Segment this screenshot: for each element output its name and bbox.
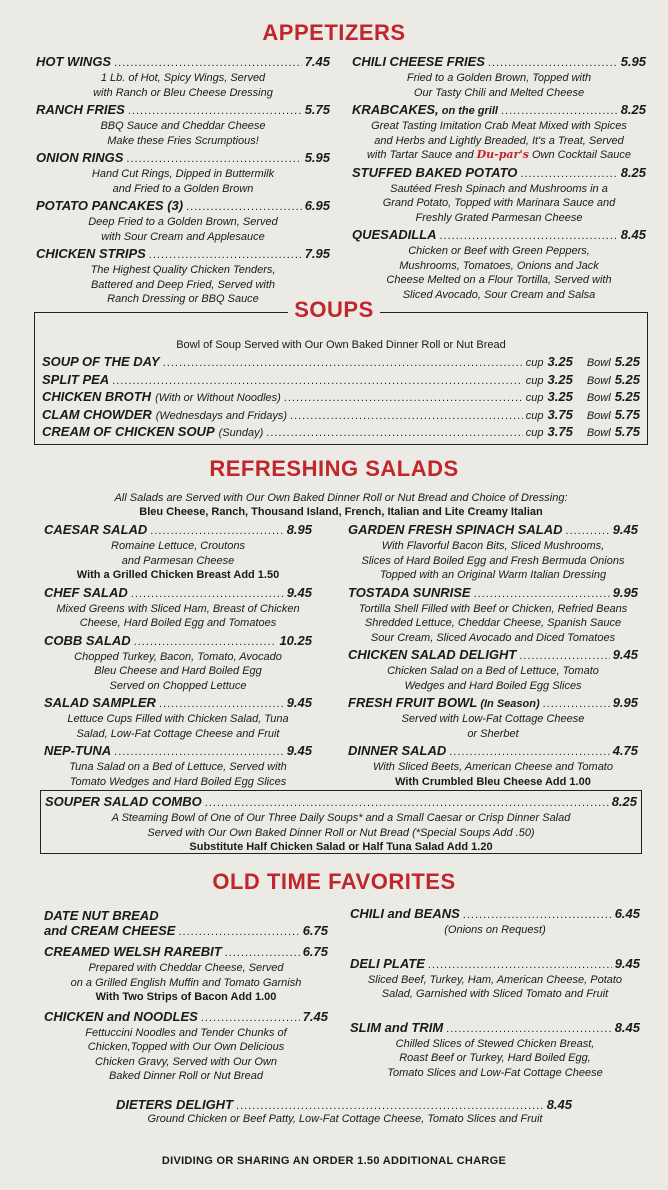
menu-item [352, 54, 646, 100]
soups-note: Bowl of Soup Served with Our Own Baked Dinner Roll or Nut Bread [176, 339, 506, 351]
menu-item-name: RANCH FRIES [36, 102, 125, 117]
dupars-brand: Du-par's [476, 148, 529, 161]
menu-item-extra: With Crumbled Bleu Cheese Add 1.00 [395, 775, 591, 788]
menu-item-desc: Sliced Avocado, Sour Cream and Salsa [402, 288, 596, 301]
menu-item-desc: Ranch Dressing or BBQ Sauce [107, 293, 259, 305]
soup-dots [266, 424, 523, 442]
soup-bowl-label: Bowl [586, 392, 611, 404]
menu-item-name-wrap [350, 956, 425, 971]
dieters-price: 8.45 [546, 1097, 572, 1112]
menu-item-name-wrap [352, 102, 498, 119]
dieters-name: DIETERS DELIGHT [116, 1097, 234, 1112]
soup-cup-price: 3.25 [547, 371, 573, 387]
menu-item-desc: Fettuccini Noodles and Tender Chunks of [85, 1026, 287, 1039]
soup-row [42, 354, 640, 372]
menu-item-price: 10.25 [279, 632, 312, 648]
menu-item-desc: Freshly Grated Parmesan Cheese [415, 211, 583, 224]
menu-item-name-wrap [348, 585, 471, 600]
salads-title: REFRESHING SALADS [209, 456, 459, 481]
menu-item-price: 9.45 [614, 955, 640, 971]
menu-item-line [348, 743, 638, 760]
menu-item-dots [134, 633, 277, 650]
menu-item-name-note: on the grill [438, 105, 498, 117]
menu-item [44, 908, 328, 940]
menu-item-desc: Chicken Salad on a Bed of Lettuce, Tomato [387, 665, 599, 677]
menu-item-name-wrap [44, 695, 156, 710]
menu-item-desc: Wedges and Hard Boiled Egg Slices [404, 679, 582, 692]
combo-price: 8.25 [611, 794, 637, 809]
soup-dots [284, 389, 523, 407]
menu-item-line [44, 1009, 328, 1026]
soup-cup-label: cup [525, 427, 544, 439]
soup-name: SOUP OF THE DAY [42, 354, 160, 369]
menu-item-price: 5.95 [304, 150, 330, 165]
menu-item-name: CHICKEN SALAD DELIGHT [348, 647, 517, 662]
menu-item-dots [131, 585, 284, 602]
menu-item-desc: Salad, Garnished with Sliced Tomato and Fruit [381, 988, 609, 1000]
menu-item-line [44, 923, 328, 940]
menu-item-name-wrap [348, 522, 563, 537]
combo-dots [205, 794, 609, 811]
menu-item [44, 743, 312, 789]
menu-item-desc: Chopped Turkey, Bacon, Tomato, Avocado [74, 650, 282, 663]
menu-item-desc: With Sliced Beets, American Cheese and Tomato [373, 761, 613, 773]
menu-item [352, 102, 646, 163]
menu-item-desc: Great Tasting Imitation Crab Meat Mixed with Spices [371, 120, 627, 132]
menu-item [348, 695, 638, 741]
menu-item-desc: Chilled Slices of Stewed Chicken Breast, [395, 1037, 595, 1050]
menu-item-line [44, 944, 328, 961]
menu-item [36, 54, 330, 100]
menu-item-desc: Roast Beef or Turkey, Hard Boiled Egg, [399, 1052, 591, 1064]
menu-item [350, 906, 640, 938]
combo-name: SOUPER SALAD COMBO [45, 794, 202, 809]
soup-cup-price: 3.25 [547, 389, 573, 404]
menu-item [36, 102, 330, 148]
soup-note: (Wednesdays and Fridays) [155, 409, 288, 422]
soup-cup-price: 3.75 [547, 406, 573, 422]
menu-item-name: POTATO PANCAKES (3) [36, 198, 184, 213]
menu-item-price: 5.75 [304, 102, 330, 117]
menu-item-line [36, 54, 330, 71]
menu-item-line [352, 102, 646, 119]
menu-item-pre-name: DATE NUT BREAD [44, 908, 159, 923]
soup-note: (Sunday) [218, 427, 264, 439]
soup-bowl-price: 5.25 [614, 354, 640, 369]
menu-item-dots [474, 585, 610, 602]
menu-item-desc: Prepared with Cheddar Cheese, Served [88, 962, 284, 974]
menu-item-desc: Tomato Slices and Low-Fat Cottage Cheese [387, 1066, 603, 1079]
menu-item-name-wrap [44, 522, 147, 537]
menu-item [348, 647, 638, 693]
menu-item-desc: Battered and Deep Fried, Served with [90, 278, 276, 291]
menu-item-dots [501, 102, 618, 119]
favorites-left-column [44, 908, 328, 1084]
menu-item-line [44, 743, 312, 760]
menu-item-desc: Hand Cut Rings, Dipped in Buttermilk [91, 168, 275, 180]
menu-item [348, 585, 638, 646]
soup-cup-label: cup [525, 357, 544, 369]
menu-item-price: 9.45 [286, 743, 312, 758]
menu-item [44, 585, 312, 631]
menu-item-dots [463, 906, 612, 923]
menu-item-desc: Served with Low-Fat Cottage Cheese [401, 713, 585, 725]
menu-item-name: CHEF SALAD [44, 584, 128, 600]
menu-item-price: 8.45 [614, 1019, 640, 1035]
menu-item-dots [178, 923, 299, 940]
menu-item-name-wrap [350, 906, 460, 921]
salads-note-2: Bleu Cheese, Ranch, Thousand Island, French, Italian and Lite Creamy Italian [139, 506, 543, 518]
menu-item-desc: Mixed Greens with Sliced Ham, Breast of Chicken [56, 602, 300, 615]
menu-item-desc: with Ranch or Bleu Cheese Dressing [93, 86, 273, 99]
soup-bowl-label: Bowl [586, 374, 611, 387]
menu-item-desc: Shredded Lettuce, Cheddar Cheese, Spanish Sauce [364, 617, 622, 629]
menu-item-price: 7.95 [304, 246, 330, 261]
menu-item-desc: The Highest Quality Chicken Tenders, [90, 264, 276, 276]
menu-item-desc: Deep Fried to a Golden Brown, Served [88, 216, 278, 228]
menu-item-name-wrap [36, 54, 111, 69]
menu-item-line [44, 633, 312, 650]
menu-item-dots [566, 522, 610, 539]
menu-item-desc: Served on Chopped Lettuce [109, 679, 247, 692]
menu-item-name: FRESH FRUIT BOWL [348, 695, 478, 710]
soup-dots [112, 372, 523, 390]
menu-item-desc: BBQ Sauce and Cheddar Cheese [100, 120, 266, 132]
combo-line [45, 794, 637, 811]
soup-name: CLAM CHOWDER [42, 406, 152, 422]
soup-cup-label: cup [525, 409, 544, 422]
menu-item-name-wrap [352, 54, 485, 69]
menu-item-desc: Mushrooms, Tomatoes, Onions and Jack [399, 259, 599, 272]
menu-item-line [36, 198, 330, 215]
menu-item-price: 8.25 [620, 102, 646, 117]
menu-item-desc: Tortilla Shell Filled with Beef or Chicken, Refried Beans [358, 602, 628, 615]
menu-item-desc: Tuna Salad on a Bed of Lettuce, Served with [69, 761, 287, 773]
menu-item-name-wrap [44, 944, 222, 959]
menu-item-name: HOT WINGS [36, 54, 112, 69]
menu-item-name-wrap [36, 246, 146, 261]
menu-item-name: CAESAR SALAD [44, 522, 148, 537]
menu-item-dots [128, 102, 302, 119]
menu-item-name: QUESADILLA [352, 227, 437, 242]
soups-title: SOUPS [288, 297, 380, 322]
soup-bowl-label: Bowl [586, 357, 611, 369]
menu-item-name-wrap [44, 923, 175, 938]
menu-item-name: KRABCAKES, [352, 102, 439, 117]
menu-item-dots [543, 695, 610, 712]
salads-note-1: All Salads are Served with Our Own Baked Dinner Roll or Nut Bread and Choice of Dressing: [114, 492, 568, 504]
menu-item-desc: Cheese, Hard Boiled Egg and Tomatoes [79, 617, 277, 629]
menu-item [44, 1009, 328, 1084]
menu-item [36, 198, 330, 244]
menu-item-name: CHICKEN STRIPS [36, 246, 146, 261]
menu-item-name-wrap [36, 102, 125, 117]
menu-item-line [36, 150, 330, 167]
soup-bowl-price: 5.25 [614, 389, 640, 404]
menu-item-line [36, 102, 330, 119]
menu-item-line [348, 647, 638, 664]
menu-item-desc: on a Grilled English Muffin and Tomato Garnish [70, 976, 302, 989]
menu-item-dots [201, 1009, 300, 1026]
menu-item-dots [126, 150, 301, 167]
menu-item-line [44, 585, 312, 602]
menu-item [348, 522, 638, 583]
appetizers-left-column [36, 54, 330, 307]
menu-item-line [348, 522, 638, 539]
menu-item-name-wrap [348, 695, 540, 712]
menu-item-desc: Tomato Wedges and Hard Boiled Egg Slices [69, 775, 287, 788]
soup-dots [163, 354, 523, 372]
menu-item-dots [520, 165, 617, 182]
menu-item-dots [114, 743, 284, 760]
menu-item-desc: Our Tasty Chili and Melted Cheese [413, 86, 585, 99]
menu-item-desc: Chicken or Beef with Green Peppers, [408, 245, 590, 257]
menu-item-name-wrap [350, 1020, 443, 1035]
menu-item-dots [428, 956, 612, 973]
menu-item [352, 227, 646, 302]
menu-item-line [350, 1020, 640, 1037]
menu-item-desc: Fried to a Golden Brown, Topped with [406, 72, 592, 84]
menu-item-dots [150, 522, 283, 539]
menu-item-price: 6.95 [304, 198, 330, 213]
menu-item-desc: 1 Lb. of Hot, Spicy Wings, Served [100, 72, 266, 84]
menu-item-price: 9.45 [612, 647, 638, 662]
menu-item-price: 7.45 [304, 54, 330, 69]
menu-item-price: 8.25 [620, 164, 646, 180]
menu-item-line [348, 585, 638, 602]
soups-title-wrap [0, 297, 668, 323]
menu-item-price: 7.45 [302, 1008, 328, 1024]
menu-item-dots [159, 695, 284, 712]
menu-item-desc: or Sherbet [467, 727, 519, 740]
menu-item-name-wrap [36, 150, 123, 165]
salads-right-column [348, 522, 638, 789]
appetizers-right-column [352, 54, 646, 302]
menu-item-dots [446, 1020, 612, 1037]
menu-item-desc: Sautéed Fresh Spinach and Mushrooms in a [390, 182, 608, 195]
menu-item-desc: with Sour Cream and Applesauce [101, 230, 265, 243]
combo-desc-1: A Steaming Bowl of One of Our Three Daily Soups* and a Small Caesar or Crisp Dinner Salad [111, 812, 571, 824]
soup-note: (With or Without Noodles) [155, 392, 281, 404]
menu-item-name: SALAD SAMPLER [44, 695, 156, 710]
menu-item-dots [449, 743, 609, 760]
menu-item-name-wrap [44, 743, 111, 758]
dieters-desc-wrap [40, 1112, 650, 1127]
menu-item-name-note: (In Season) [477, 698, 540, 710]
menu-item-desc: Bleu Cheese and Hard Boiled Egg [94, 665, 262, 677]
menu-item-name: TOSTADA SUNRISE [348, 584, 471, 600]
menu-item [350, 956, 640, 1002]
menu-item-price: 4.75 [612, 743, 638, 758]
menu-item-price: 6.45 [614, 906, 640, 921]
menu-item-desc: Topped with an Original Warm Italian Dressing [379, 569, 607, 581]
menu-item-desc-text: with Tartar Sauce and [366, 149, 477, 161]
menu-item-desc: and Fried to a Golden Brown [112, 182, 254, 195]
menu-item-name-wrap [44, 1009, 198, 1024]
menu-item-dots [488, 54, 618, 71]
soup-bowl-price: 5.25 [614, 371, 640, 387]
soup-name: SPLIT PEA [42, 371, 110, 387]
menu-item-line [352, 54, 646, 71]
menu-item-price: 8.95 [286, 522, 312, 537]
menu-item-desc: (Onions on Request) [444, 924, 546, 936]
soup-dots [290, 407, 523, 425]
menu-item-price: 6.75 [302, 944, 328, 959]
soup-cup-price: 3.25 [547, 354, 573, 369]
menu-item-extra: With a Grilled Chicken Breast Add 1.50 [76, 569, 280, 581]
menu-item [44, 633, 312, 694]
menu-item-line [350, 956, 640, 973]
menu-item [350, 1020, 640, 1081]
soup-cup-label: cup [525, 374, 544, 387]
favorites-title: OLD TIME FAVORITES [212, 869, 456, 894]
menu-item-name: and CREAM CHEESE [44, 923, 176, 938]
menu-item-name: SLIM and TRIM [350, 1019, 444, 1035]
menu-item-dots [186, 198, 302, 215]
dieters-desc: Ground Chicken or Beef Patty, Low-Fat Cottage Cheese, Tomato Slices and Fruit [147, 1113, 543, 1125]
menu-item-line [350, 906, 640, 923]
menu-item-line [352, 227, 646, 244]
menu-item-desc: and Herbs and Lightly Breaded, It's a Treat, Served [374, 134, 624, 147]
menu-item-name: DELI PLATE [350, 955, 425, 971]
appetizers-title: APPETIZERS [262, 20, 406, 45]
menu-item [44, 695, 312, 741]
menu-item-desc: Slices of Hard Boiled Egg and Fresh Bermuda Onions [361, 554, 625, 567]
soup-row [42, 424, 640, 442]
menu-item-dots [225, 944, 300, 961]
menu-item-desc: Chicken,Topped with Our Own Delicious [87, 1041, 285, 1053]
menu-item-name: NEP-TUNA [44, 743, 112, 758]
menu-item-desc: Sliced Beef, Turkey, Ham, American Cheese, Potato [367, 973, 623, 986]
menu-item-desc: Cheese Melted on a Flour Tortilla, Served with [386, 274, 612, 286]
menu-item-name: CHICKEN and NOODLES [44, 1008, 198, 1024]
salads-left-column [44, 522, 312, 789]
menu-item-desc: and Parmesan Cheese [121, 554, 235, 567]
menu-item-price: 9.45 [612, 522, 638, 537]
menu-item-desc: Salad, Low-Fat Cottage Cheese and Fruit [76, 727, 280, 740]
soup-bowl-label: Bowl [586, 409, 611, 422]
menu-item-name-wrap [352, 227, 437, 242]
soup-row [42, 407, 640, 425]
menu-item-price: 6.75 [302, 923, 328, 938]
menu-item-name: CHILI and BEANS [350, 906, 460, 921]
menu-item-name-wrap [36, 198, 183, 213]
menu-item-price: 5.95 [620, 54, 646, 69]
menu-item-extra: With Two Strips of Bacon Add 1.00 [95, 991, 277, 1003]
menu-item-line [348, 695, 638, 712]
menu-item-name-wrap [348, 743, 446, 758]
menu-item-price: 9.95 [612, 584, 638, 600]
soup-bowl-price: 5.75 [614, 406, 640, 422]
menu-item-desc: Make these Fries Scrumptious! [107, 134, 259, 147]
menu-item-desc: Baked Dinner Roll or Nut Bread [108, 1070, 264, 1082]
menu-item-name: STUFFED BAKED POTATO [352, 164, 518, 180]
soup-name: CHICKEN BROTH [42, 389, 152, 404]
menu-item-name: GARDEN FRESH SPINACH SALAD [348, 522, 563, 537]
menu-item-name: DINNER SALAD [348, 743, 447, 758]
menu-item-name-wrap [44, 633, 131, 648]
menu-item [44, 522, 312, 583]
menu-item-name-wrap [352, 165, 517, 180]
menu-item [36, 150, 330, 196]
menu-item-dots [114, 54, 302, 71]
soup-name: CREAM OF CHICKEN SOUP [42, 424, 215, 439]
menu-item [348, 743, 638, 789]
menu-item-desc: Romaine Lettuce, Croutons [111, 540, 245, 552]
menu-item-price: 8.45 [620, 227, 646, 242]
soup-cup-price: 3.75 [547, 424, 573, 439]
soup-bowl-price: 5.75 [614, 424, 640, 439]
soup-cup-label: cup [525, 392, 544, 404]
menu-item-name: COBB SALAD [44, 632, 131, 648]
menu-item-line [36, 246, 330, 263]
menu-item-dots [440, 227, 618, 244]
menu-item-name: ONION RINGS [36, 150, 124, 165]
menu-item-dots [519, 647, 609, 664]
menu-item-line [44, 522, 312, 539]
sharing-note: DIVIDING OR SHARING AN ORDER 1.50 ADDITIONAL CHARGE [161, 1155, 507, 1167]
menu-item-price: 9.45 [286, 584, 312, 600]
soup-row [42, 389, 640, 407]
menu-item-desc: Lettuce Cups Filled with Chicken Salad, Tuna [67, 713, 289, 725]
soups-content [42, 338, 640, 442]
menu-item-name-wrap [348, 647, 516, 662]
menu-item-desc: Chicken Gravy, Served with Our Own [95, 1055, 277, 1068]
menu-item-dots [149, 246, 302, 263]
menu-item-line [352, 165, 646, 182]
soup-row [42, 372, 640, 390]
menu-item-desc-brand-line [352, 148, 646, 163]
menu-item-desc: With Flavorful Bacon Bits, Sliced Mushrooms, [381, 540, 605, 552]
soup-bowl-label: Bowl [586, 427, 611, 439]
combo-extra: Substitute Half Chicken Salad or Half Tuna Salad Add 1.20 [189, 841, 493, 853]
menu-item-desc: Grand Potato, Topped with Marinara Sauce and [382, 197, 616, 209]
menu-item-line [44, 695, 312, 712]
menu-item-name: CHILI CHEESE FRIES [352, 54, 485, 69]
menu-item-desc-text: Own Cocktail Sauce [528, 149, 632, 161]
combo-box [40, 790, 642, 854]
favorites-right-column [350, 906, 640, 1080]
menu-item-name: CREAMED WELSH RAREBIT [44, 944, 222, 959]
menu-item [44, 944, 328, 1005]
menu-item-price: 9.95 [612, 695, 638, 710]
menu-item-desc: Sour Cream, Sliced Avocado and Diced Tomatoes [370, 631, 616, 644]
menu-item-name-wrap [44, 585, 128, 600]
combo-desc-2: Served with Our Own Baked Dinner Roll or Nut Bread (*Special Soups Add .50) [147, 826, 535, 839]
menu-item-price: 9.45 [286, 695, 312, 710]
menu-item [352, 165, 646, 226]
salads-notes [36, 491, 646, 519]
